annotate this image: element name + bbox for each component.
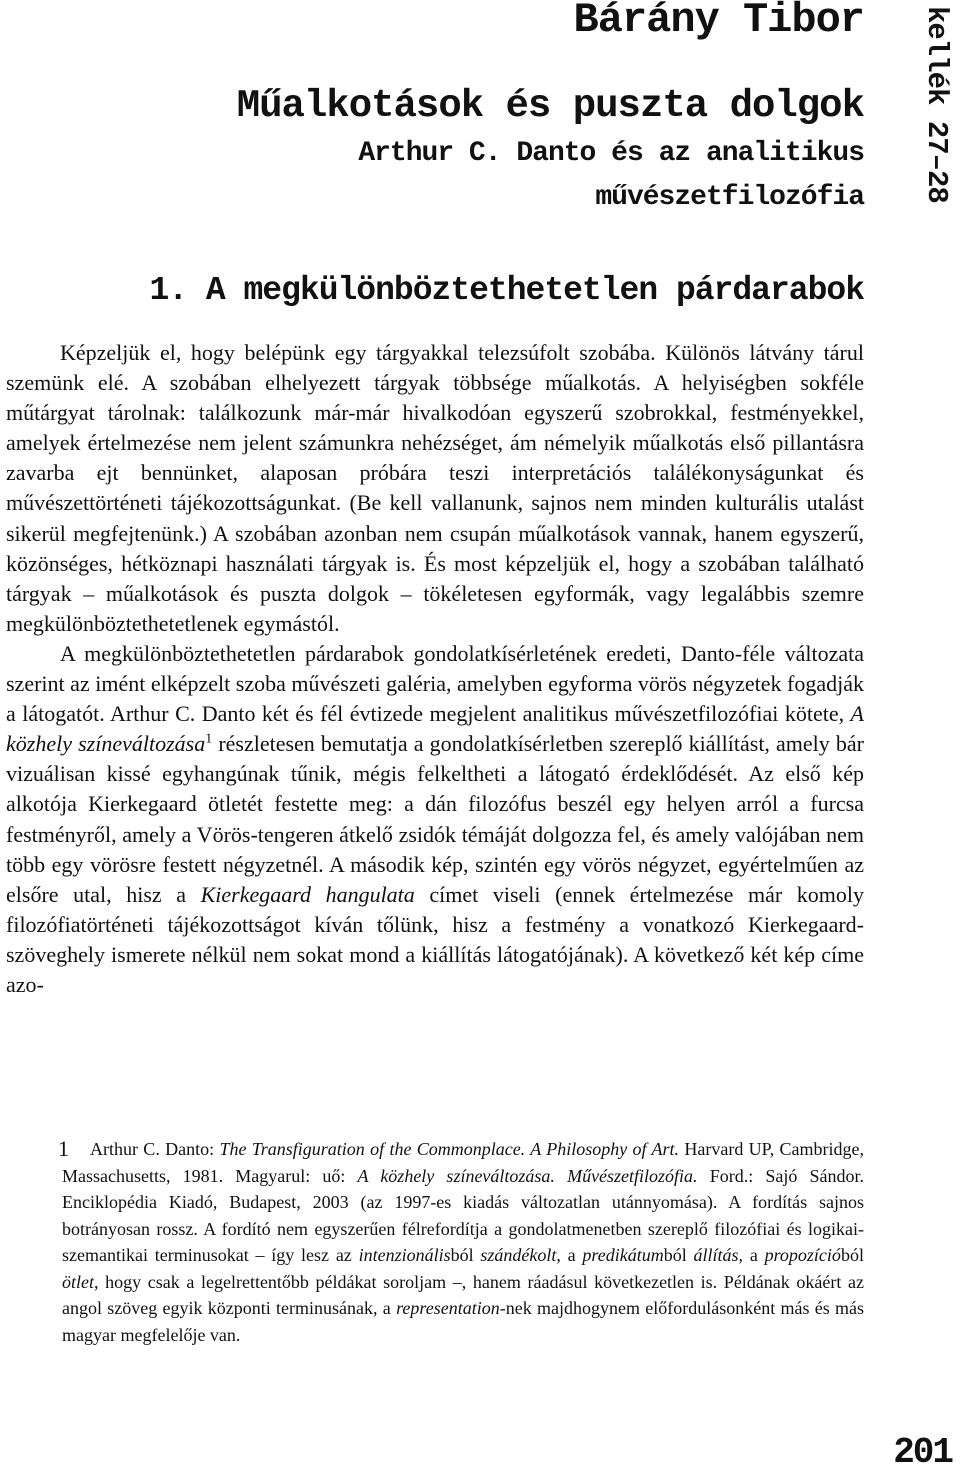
footnote-italic: A közhely színeváltozása. Művészetfilozófia. [357, 1165, 698, 1186]
footnote-italic: szándékolt [480, 1245, 557, 1265]
footnote-italic: propozíció [764, 1245, 841, 1265]
footnote-text [62, 1136, 864, 1348]
footnote-italic: representation [396, 1298, 500, 1318]
book-title: A közhely színeváltozása [6, 701, 864, 757]
article-subtitle-line-1: Arthur C. Danto és az analitikus [358, 138, 864, 169]
author-name: Bárány Tibor [573, 0, 864, 44]
footnote-number: 1 [58, 1136, 69, 1161]
footnote-segment: ból [663, 1245, 694, 1265]
footnote-segment: , hogy csak a legelrettentőbb példákat soroljam –, hanem ráadásul következetlen is. Példának okáért az angol szöveg egyik központi terminusának, a [62, 1271, 864, 1318]
footnote-italic: ötlet [62, 1271, 94, 1292]
footnote-italic: állítás [693, 1245, 739, 1265]
footnote-italic: The Transfiguration of the Commonplace. A Philosophy of Art. [219, 1139, 680, 1159]
article-title-block [237, 84, 864, 216]
journal-running-head: kellék 27–28 [920, 6, 953, 203]
footnote-segment: Ford.: Sajó Sándor. Enciklopédia Kiadó, Budapest, 2003 (az 1997-es kiadás változatlan utánnyomása). A fordítás sajnos botrányosan rossz. A fordító nem egyszerűen félrefordítja a gondolatmenetben szereplő filozófiai és logikai-szemantikai terminusokat – így lesz az [62, 1165, 864, 1265]
footnote-italic: predikátum [582, 1245, 664, 1265]
footnote-segment: ból [450, 1245, 481, 1265]
paragraph-2-part-c: címet viseli (ennek értelmezése már komoly filozófiatörténeti tájékozottságot kíván tőlünk, hisz a festmény a vonatkozó Kierkegaard-szöveghely ismerete nélkül nem sokat mond a kiállítás látogatójának). A következő két kép címe azo- [6, 881, 864, 997]
footnote-segment: , a [556, 1245, 583, 1265]
article-subtitle-line-2: művészetfilozófia [595, 182, 864, 213]
footnote-reference[interactable]: 1 [205, 731, 213, 747]
body-text [6, 338, 864, 1000]
paragraph-2 [6, 639, 864, 1000]
footnote [58, 1136, 864, 1348]
painting-title: Kierkegaard hangulata [200, 881, 415, 907]
footnote-segment: , a [738, 1245, 765, 1265]
paragraph-2-part-a: A megkülönböztethetetlen párdarabok gondolatkísérletének eredeti, Danto-féle változata szerint az imént elképzelt szoba művészeti galéria, amelyben egyforma vörös négyzetek fogadják a látogatót. Arthur C. Danto két és fél évtizede megjelent analitikus művészetfilozófiai kötete, [6, 640, 864, 727]
footnote-segment: -nek majdhogynem előfordulásonként más és más magyar megfelelője van. [62, 1298, 864, 1345]
article-title: Műalkotások és puszta dolgok [236, 84, 864, 128]
section-heading: 1. A megkülönböztethetetlen párdarabok [149, 272, 864, 309]
footnote-segment: Harvard UP, Cambridge, Massachusetts, 1981. Magyarul: uő: [62, 1139, 864, 1186]
footnote-segment: Arthur C. Danto: [90, 1139, 220, 1159]
footnote-segment: ból [840, 1245, 864, 1265]
paragraph-1: Képzeljük el, hogy belépünk egy tárgyakkal telezsúfolt szobába. Különös látvány tárul szemünk elé. A szobában elhelyezett tárgyak többsége műalkotás. A helyiségben sokféle műtárgyat tárolnak: találkozunk már-már hivalkodóan egyszerű szobrokkal, festményekkel, amelyek értelmezése nem jelent számunkra nehézséget, ám némelyik műalkotás első pillantásra zavarba ejt bennünket, alaposan próbára teszi interpretációs találékonyságunkat és művészettörténeti tájékozottságunkat. (Be kell vallanunk, sajnos nem minden kulturális utalást sikerül megfejtenünk.) A szobában azonban nem csupán műalkotások vannak, hanem egyszerű, közönséges, hétköznapi használati tárgyak is. És most képzeljük el, hogy a szobában található tárgyak – műalkotások és puszta dolgok – tökéletesen egyformák, vagy legalábbis szemre megkülönböztethetetlenek egymástól. [6, 340, 864, 636]
page-number: 201 [893, 1432, 952, 1473]
footnote-italic: intenzionális [358, 1245, 451, 1265]
paragraph-2-part-b: részletesen bemutatja a gondolatkísérletben szereplő kiállítást, amely bár vizuálisan kissé egyhangúnak tűnik, mégis felkeltheti a látogató érdeklődését. Az első kép alkotója Kierkegaard ötletét festette meg: a dán filozófus beszél egy helyen arról a furcsa festményről, amely a Vörös-tengeren átkelő zsidók témáját dolgozza fel, és amely valójában nem több egy vörösre festett négyzetnél. A második kép, szintén egy vörös négyzet, egyértelműen az elsőre utal, hisz a [6, 731, 864, 907]
